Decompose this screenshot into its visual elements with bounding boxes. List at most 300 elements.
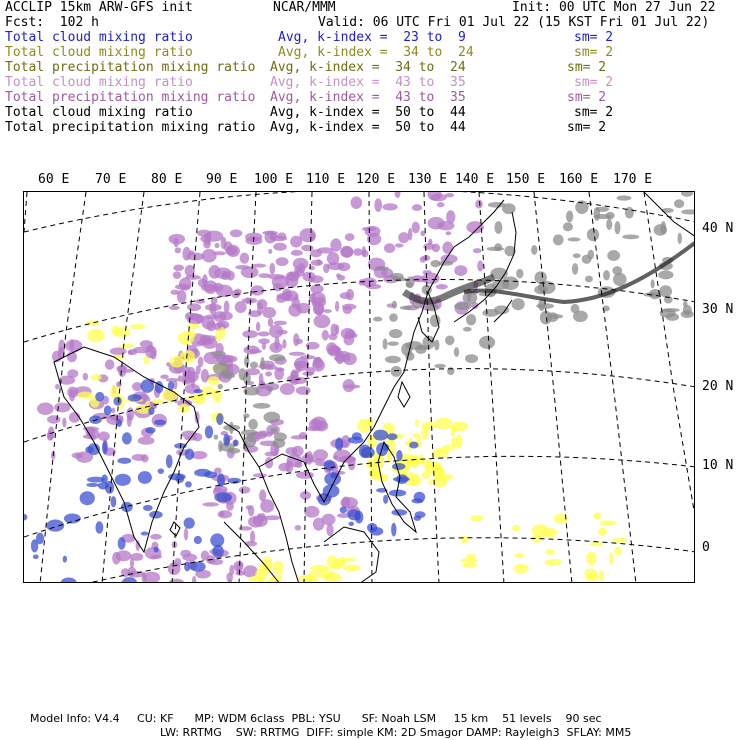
cloud-blob [384, 243, 395, 253]
cloud-blob [348, 437, 364, 444]
latitude-label: 10 N [702, 458, 734, 473]
cloud-blob [150, 350, 156, 360]
cloud-blob [294, 295, 298, 300]
field-name: Total cloud mixing ratio [5, 105, 193, 120]
cloud-blob [385, 356, 401, 363]
cloud-blob [263, 412, 280, 423]
parallel-line [24, 456, 695, 537]
model-info-line: Model Info: V4.4 CU: KF MP: WDM 6class PBL: YSU SF: Noah LSM 15 km 51 levels 90 sec [30, 712, 602, 725]
cloud-blob [343, 306, 352, 314]
cloud-blob [599, 570, 604, 583]
cloud-blob [666, 313, 679, 321]
cloud-blob [62, 418, 66, 428]
cloud-blob [69, 412, 80, 423]
cloud-blob [162, 389, 178, 401]
cloud-blob [250, 531, 255, 544]
cloud-blob [466, 314, 476, 325]
cloud-blob [616, 195, 631, 200]
cloud-blob [494, 221, 502, 234]
cloud-blob [423, 243, 434, 250]
cloud-blob [230, 229, 243, 237]
cloud-blob [140, 340, 153, 348]
cloud-blob [104, 405, 112, 415]
cloud-blob [175, 284, 191, 290]
cloud-blob [173, 271, 181, 279]
init-time: Init: 00 UTC Mon 27 Jun 22 [512, 0, 716, 15]
cloud-blob [259, 373, 264, 384]
longitude-label: 80 E [151, 172, 183, 187]
cloud-blob [269, 342, 282, 353]
cloud-blob [202, 249, 217, 263]
cloud-blob [192, 576, 196, 583]
cloud-blob [202, 502, 219, 506]
cloud-blob [290, 236, 302, 248]
cloud-blob [258, 338, 270, 344]
cloud-blob [244, 356, 249, 367]
cloud-blob [584, 568, 597, 578]
cloud-blob [194, 536, 202, 544]
field-sm: sm= 2 [567, 90, 607, 105]
field-stat: Avg, k-index = 34 to 24 [270, 60, 466, 75]
cloud-blob [312, 359, 325, 371]
cloud-blob [152, 399, 164, 404]
cloud-blob [274, 432, 287, 441]
cloud-blob [54, 402, 71, 412]
cloud-blob [269, 263, 275, 275]
cloud-blob [594, 207, 601, 221]
cloud-blob [409, 457, 424, 464]
cloud-blob [118, 537, 126, 550]
cloud-blob [375, 266, 389, 270]
field-stat: Avg, k-index = 50 to 44 [270, 120, 466, 135]
cloud-blob [184, 561, 190, 571]
latitude-label: 30 N [702, 302, 734, 317]
coastline-kamchatka [644, 192, 695, 237]
cloud-blob [309, 266, 315, 271]
cloud-blob [87, 428, 100, 440]
cloud-blob [428, 479, 433, 485]
cloud-blob [514, 553, 524, 558]
cloud-blob [309, 292, 326, 304]
cloud-blob [422, 422, 437, 430]
cloud-blob [127, 414, 132, 427]
cloud-blob [265, 371, 272, 376]
cloud-blob [330, 473, 336, 478]
longitude-label: 130 E [408, 172, 448, 187]
cloud-blob [446, 231, 451, 235]
cloud-blob [212, 545, 223, 559]
cloud-blob [373, 430, 388, 441]
cloud-blob [514, 564, 529, 574]
cloud-blob [512, 298, 525, 310]
cloud-blob [337, 262, 350, 271]
cloud-blob [203, 315, 220, 320]
cloud-blob [296, 386, 311, 395]
cloud-blob [311, 416, 326, 430]
cloud-blob [451, 437, 458, 446]
cloud-blob [87, 329, 105, 343]
cloud-blob [264, 515, 281, 520]
cloud-blob [193, 393, 207, 405]
cloud-blob [235, 301, 247, 313]
cloud-blob [60, 577, 76, 583]
cloud-blob [37, 403, 54, 415]
cloud-blob [77, 392, 93, 399]
field-sm: sm= 2 [567, 120, 607, 135]
cloud-blob [260, 357, 264, 370]
field-name: Total cloud mixing ratio [5, 30, 193, 45]
cloud-blob [531, 245, 537, 255]
cloud-blob [24, 514, 27, 520]
cloud-blob [304, 506, 319, 518]
cloud-blob [203, 239, 211, 248]
cloud-blob [335, 301, 339, 312]
cloud-blob [412, 222, 420, 234]
cloud-blob [269, 325, 283, 338]
cloud-blob [317, 570, 335, 579]
cloud-blob [393, 477, 410, 482]
forecast-hour: Fcst: 102 h [5, 15, 99, 30]
cloud-blob [479, 336, 495, 349]
cloud-blob [412, 204, 422, 211]
cloud-blob [274, 367, 284, 380]
cloud-blob [241, 430, 258, 436]
cloud-blob [295, 462, 303, 468]
cloud-blob [33, 555, 39, 560]
cloud-blob [470, 515, 483, 522]
cloud-blob [243, 436, 256, 448]
cloud-blob [86, 483, 98, 487]
cloud-blob [651, 279, 655, 288]
cloud-blob [67, 369, 78, 378]
cloud-blob [190, 313, 200, 320]
cloud-blob [113, 397, 121, 406]
cloud-blob [141, 454, 149, 462]
cloud-blob [600, 520, 617, 526]
field-stat: Avg, k-index = 34 to 24 [278, 45, 474, 60]
cloud-blob [130, 558, 134, 568]
cloud-blob [119, 344, 135, 348]
cloud-blob [683, 301, 688, 308]
cloud-blob [160, 375, 169, 379]
cloud-blob [248, 349, 262, 353]
physics-info-line: LW: RRTMG SW: RRTMG DIFF: simple KM: 2D Smagor DAMP: Rayleigh3 SFLAY: MM5 [160, 726, 632, 739]
cloud-blob [614, 547, 622, 555]
cloud-blob [422, 471, 431, 479]
longitude-label: 100 E [254, 172, 294, 187]
cloud-blob [55, 384, 60, 389]
cloud-blob [405, 341, 422, 350]
latitude-label: 20 N [702, 379, 734, 394]
cloud-blob [65, 339, 82, 352]
cloud-blob [185, 448, 195, 460]
cloud-blob [681, 209, 695, 214]
cloud-blob [48, 435, 54, 439]
cloud-blob [87, 477, 105, 483]
cloud-blob [227, 271, 235, 281]
cloud-blob [202, 274, 208, 286]
cloud-blob [662, 208, 674, 213]
cloud-blob [473, 248, 482, 253]
cloud-blob [46, 520, 64, 532]
cloud-blob [208, 376, 220, 385]
cloud-blob [248, 505, 254, 516]
cloud-blob [214, 435, 219, 440]
cloud-blob [277, 232, 286, 239]
cloud-blob [223, 434, 230, 446]
cloud-blob [105, 359, 115, 369]
center-label: NCAR/MMM [273, 0, 336, 15]
valid-time: Valid: 06 UTC Fri 01 Jul 22 (15 KST Fri 01 Jul 22) [318, 15, 710, 30]
cloud-blob [345, 233, 355, 241]
longitude-label: 140 E [455, 172, 495, 187]
cloud-blob [387, 433, 398, 440]
cloud-blob [389, 313, 398, 322]
cloud-blob [241, 266, 259, 278]
cloud-blob [301, 245, 313, 252]
cloud-blob [206, 321, 215, 332]
cloud-blob [276, 257, 289, 266]
longitude-label: 150 E [506, 172, 546, 187]
cloud-blob [98, 431, 110, 441]
cloud-blob [214, 243, 219, 248]
cloud-blob [80, 491, 95, 505]
longitude-label: 70 E [95, 172, 127, 187]
cloud-blob [307, 571, 318, 583]
cloud-blob [242, 330, 258, 338]
cloud-blob [392, 463, 405, 470]
cloud-blob [280, 383, 295, 395]
cloud-blob [362, 246, 366, 256]
cloud-blob [240, 253, 250, 264]
cloud-blob [63, 556, 67, 563]
cloud-blob [268, 318, 273, 327]
cloud-blob [291, 250, 303, 256]
cloud-blob [273, 561, 284, 575]
cloud-blob [116, 550, 132, 561]
cloud-blob [226, 573, 233, 582]
longitude-label: 120 E [356, 172, 396, 187]
cloud-blob [434, 364, 446, 368]
cloud-blob [260, 499, 274, 513]
cloud-blob [83, 373, 89, 381]
cloud-blob [295, 525, 302, 531]
cloud-blob [431, 450, 447, 458]
cloud-blob [138, 471, 152, 484]
cloud-blob [462, 563, 477, 568]
cloud-blob [201, 550, 210, 560]
cloud-blob [111, 407, 115, 413]
cloud-blob [609, 552, 613, 564]
cloud-blob [110, 347, 127, 355]
cloud-blob [239, 368, 247, 380]
cloud-blob [215, 329, 221, 342]
field-sm: sm= 2 [574, 45, 614, 60]
cloud-blob [296, 303, 310, 314]
cloud-blob [133, 347, 150, 354]
cloud-blob [214, 492, 232, 502]
cloud-blob [128, 350, 133, 355]
cloud-blob [442, 242, 453, 254]
cloud-blob [445, 335, 455, 345]
cloud-blob [382, 203, 397, 210]
longitude-label: 160 E [559, 172, 599, 187]
cloud-blob [67, 387, 78, 398]
cloud-blob [625, 207, 634, 218]
cloud-blob [545, 559, 562, 566]
cloud-blob [351, 196, 363, 209]
cloud-blob [512, 525, 520, 532]
cloud-blob [168, 562, 181, 575]
cloud-blob [615, 221, 621, 234]
longitude-label: 90 E [206, 172, 238, 187]
cloud-blob [323, 309, 332, 313]
coastline-taiwan [398, 382, 410, 407]
cloud-blob [209, 303, 216, 315]
cloud-blob [435, 418, 453, 430]
cloud-blob [395, 192, 401, 198]
cloud-blob [383, 495, 388, 504]
cloud-blob [465, 354, 478, 363]
cloud-blob [122, 432, 132, 444]
longitude-label: 170 E [613, 172, 653, 187]
cloud-blob [316, 259, 321, 265]
cloud-blob [357, 419, 371, 433]
cloud-blob [286, 447, 298, 455]
cloud-blob [373, 317, 382, 322]
cloud-blob [314, 303, 324, 315]
cloud-blob [64, 514, 81, 524]
cloud-blob [239, 486, 250, 493]
cloud-blob [334, 558, 347, 567]
cloud-blob [434, 340, 439, 351]
cloud-blob [256, 322, 260, 332]
cloud-blob [216, 413, 223, 425]
cloud-blob [392, 301, 397, 309]
cloud-blob [143, 505, 153, 511]
cloud-blob [442, 472, 446, 484]
cloud-blob [361, 447, 375, 458]
cloud-blob [324, 460, 335, 471]
cloud-blob [587, 228, 599, 241]
cloud-blob [467, 554, 476, 559]
cloud-blob [460, 535, 469, 543]
cloud-blob [463, 327, 472, 332]
cloud-blob [622, 234, 639, 239]
cloud-blob [406, 282, 413, 288]
cloud-blob [681, 310, 694, 318]
cloud-blob [154, 420, 166, 426]
cloud-blob [568, 237, 581, 241]
cloud-blob [603, 270, 610, 280]
cloud-blob [607, 250, 620, 261]
cloud-blob [224, 301, 230, 313]
cloud-blob [681, 192, 693, 197]
cloud-blob [221, 372, 235, 379]
cloud-blob [178, 331, 194, 345]
field-sm: sm= 2 [574, 75, 614, 90]
cloud-blob [182, 554, 197, 562]
cloud-blob [345, 329, 355, 338]
cloud-blob [566, 211, 573, 223]
cloud-blob [389, 329, 402, 338]
cloud-blob [322, 330, 329, 341]
cloud-blob [413, 515, 421, 520]
cloud-blob [158, 468, 164, 474]
cloud-blob [365, 226, 381, 237]
cloud-blob [446, 210, 455, 223]
cloud-blob [391, 523, 396, 537]
cloud-blob [411, 498, 423, 503]
cloud-blob [314, 315, 331, 329]
cloud-blob [662, 308, 680, 312]
cloud-blob [367, 523, 377, 533]
latitude-label: 40 N [702, 221, 734, 236]
cloud-blob [658, 270, 673, 279]
cloud-blob [150, 534, 162, 540]
cloud-blob [612, 538, 627, 543]
cloud-blob [211, 351, 226, 357]
cloud-blob [205, 426, 213, 439]
cloud-blob [516, 269, 523, 279]
cloud-blob [312, 458, 325, 463]
cloud-blob [532, 524, 549, 537]
cloud-blob [194, 469, 211, 477]
cloud-blob [102, 441, 108, 454]
cloud-blob [361, 277, 376, 286]
model-title: ACCLIP 15km ARW-GFS init [5, 0, 193, 15]
cloud-blob [282, 339, 286, 349]
cloud-blob [95, 521, 103, 533]
cloud-blob [343, 564, 361, 571]
cloud-blob [269, 354, 285, 361]
cloud-blob [267, 386, 273, 392]
cloud-blob [677, 233, 682, 245]
cloud-blob [343, 379, 355, 392]
cloud-blob [183, 350, 195, 363]
cloud-blob [85, 446, 94, 453]
cloud-blob [340, 246, 353, 258]
cloud-blob [166, 378, 179, 382]
cloud-blob [454, 347, 459, 357]
cloud-blob [326, 524, 333, 536]
cloud-blob [659, 285, 672, 297]
cloud-blob [253, 403, 271, 409]
cloud-blob [420, 231, 425, 237]
cloud-blob [31, 539, 38, 552]
cloud-blob [170, 290, 179, 295]
cloud-blob [115, 474, 131, 486]
cloud-blob [121, 577, 137, 583]
field-stat: Avg, k-index = 43 to 35 [270, 75, 466, 90]
cloud-blob [217, 473, 225, 486]
cloud-blob [117, 458, 131, 464]
cloud-blob [323, 263, 330, 273]
cloud-blob [184, 517, 195, 528]
cloud-blob [337, 275, 345, 281]
cloud-blob [169, 234, 186, 245]
cloud-blob [184, 528, 188, 541]
cloud-blob [391, 366, 402, 377]
cloud-blob [181, 430, 197, 438]
field-stat: Avg, k-index = 50 to 44 [270, 105, 466, 120]
field-sm: sm= 2 [567, 60, 607, 75]
cloud-blob [661, 221, 667, 234]
cloud-blob [148, 407, 154, 415]
meridian-line [644, 192, 695, 522]
cloud-blob [334, 355, 351, 362]
cloud-blob [213, 389, 222, 403]
